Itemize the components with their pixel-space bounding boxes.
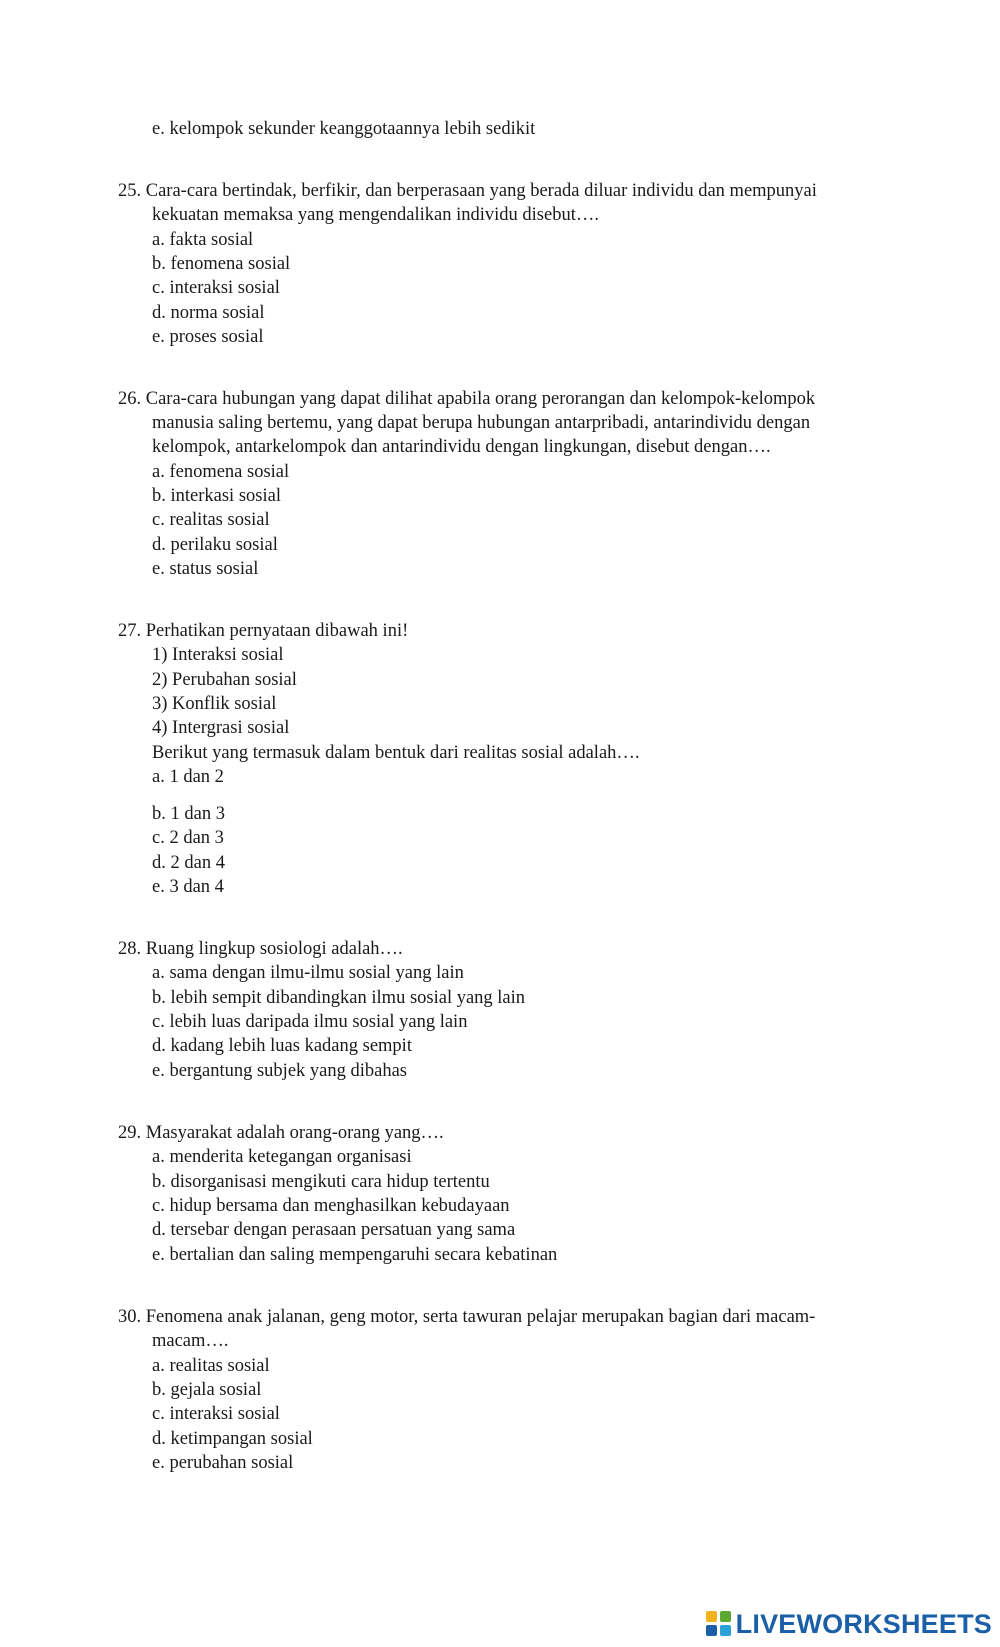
logo-square-1	[706, 1611, 717, 1622]
q28-option-c: c. lebih luas daripada ilmu sosial yang lain	[152, 1012, 468, 1032]
q25-stem-line-1: 25. Cara-cara bertindak, berfikir, dan berperasaan yang berada diluar individu dan mempunyai	[118, 181, 817, 201]
q27-statement-3: 3) Konflik sosial	[152, 694, 277, 714]
q30-option-c: c. interaksi sosial	[152, 1404, 280, 1424]
q25-stem-line-2: kekuatan memaksa yang mengendalikan individu disebut….	[152, 205, 599, 225]
watermark-text: LIVEWORKSHEETS	[735, 1608, 992, 1639]
q26-stem-line-3: kelompok, antarkelompok dan antarindividu dengan lingkungan, disebut dengan….	[152, 437, 771, 457]
q28-stem-line-1: 28. Ruang lingkup sosiologi adalah….	[118, 939, 403, 959]
logo-square-4	[720, 1625, 731, 1636]
q25-option-b: b. fenomena sosial	[152, 254, 291, 274]
q26-option-b: b. interkasi sosial	[152, 486, 281, 506]
q30-option-b: b. gejala sosial	[152, 1380, 262, 1400]
q27-option-a: a. 1 dan 2	[152, 767, 224, 787]
q27-option-d: d. 2 dan 4	[152, 853, 225, 873]
q27-stem-line-1: 27. Perhatikan pernyataan dibawah ini!	[118, 621, 409, 641]
q26-option-a: a. fenomena sosial	[152, 462, 290, 482]
q28-option-b: b. lebih sempit dibandingkan ilmu sosial yang lain	[152, 988, 526, 1008]
q30-option-a: a. realitas sosial	[152, 1356, 270, 1376]
q30-option-d: d. ketimpangan sosial	[152, 1429, 313, 1449]
q29-option-c: c. hidup bersama dan menghasilkan kebudayaan	[152, 1196, 510, 1216]
q28-option-e: e. bergantung subjek yang dibahas	[152, 1061, 407, 1081]
q26-option-d: d. perilaku sosial	[152, 535, 278, 555]
q25-option-e: e. proses sosial	[152, 327, 264, 347]
q30-stem-line-1: 30. Fenomena anak jalanan, geng motor, serta tawuran pelajar merupakan bagian dari macam-	[118, 1307, 816, 1327]
logo-square-2	[720, 1611, 731, 1622]
q30-stem-line-2: macam….	[152, 1331, 229, 1351]
q27-statement-1: 1) Interaksi sosial	[152, 645, 284, 665]
q25-option-a: a. fakta sosial	[152, 230, 254, 250]
q25-option-d: d. norma sosial	[152, 303, 265, 323]
q26-stem-line-1: 26. Cara-cara hubungan yang dapat dilihat apabila orang perorangan dan kelompok-kelompok	[118, 389, 816, 409]
logo-square-3	[706, 1625, 717, 1636]
q27-option-c: c. 2 dan 3	[152, 828, 224, 848]
q27-option-e: e. 3 dan 4	[152, 877, 224, 897]
q26-stem-line-2: manusia saling bertemu, yang dapat berupa hubungan antarpribadi, antarindividu dengan	[152, 413, 811, 433]
q27-statement-2: 2) Perubahan sosial	[152, 670, 297, 690]
q26-option-e: e. status sosial	[152, 559, 259, 579]
q27-option-b: b. 1 dan 3	[152, 804, 225, 824]
q29-stem-line-1: 29. Masyarakat adalah orang-orang yang….	[118, 1123, 444, 1143]
q25-option-c: c. interaksi sosial	[152, 278, 280, 298]
q26-option-c: c. realitas sosial	[152, 510, 270, 530]
q24-option-e: e. kelompok sekunder keanggotaannya lebih sedikit	[152, 119, 536, 139]
q29-option-d: d. tersebar dengan perasaan persatuan yang sama	[152, 1220, 516, 1240]
liveworksheets-watermark[interactable]	[706, 1607, 992, 1641]
liveworksheets-logo-icon	[706, 1611, 732, 1637]
q29-option-e: e. bertalian dan saling mempengaruhi secara kebatinan	[152, 1245, 558, 1265]
q28-option-d: d. kadang lebih luas kadang sempit	[152, 1036, 412, 1056]
q29-option-b: b. disorganisasi mengikuti cara hidup tertentu	[152, 1172, 490, 1192]
q29-option-a: a. menderita ketegangan organisasi	[152, 1147, 412, 1167]
q30-option-e: e. perubahan sosial	[152, 1453, 294, 1473]
q27-statement-4: 4) Intergrasi sosial	[152, 718, 290, 738]
q28-option-a: a. sama dengan ilmu-ilmu sosial yang lain	[152, 963, 464, 983]
q27-stem-line-2: Berikut yang termasuk dalam bentuk dari realitas sosial adalah….	[152, 743, 640, 763]
